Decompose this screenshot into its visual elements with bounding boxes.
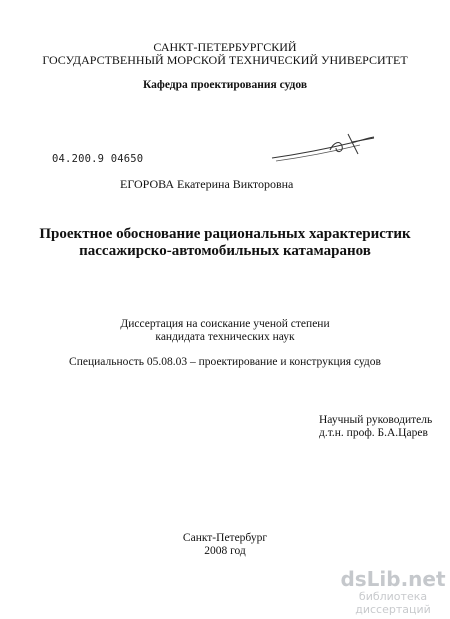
place-year [0, 532, 450, 558]
registry-code: 04.200.9 04650 [52, 153, 144, 165]
title-line-2: пассажирско-автомобильных катамаранов [79, 243, 371, 259]
degree-statement [0, 318, 450, 344]
watermark-subtitle: библиотека диссертаций [355, 590, 431, 616]
author-name: ЕГОРОВА Екатерина Викторовна [120, 177, 294, 191]
university-line-2: ГОСУДАРСТВЕННЫЙ МОРСКОЙ ТЕХНИЧЕСКИЙ УНИВЕРСИТЕТ [42, 53, 408, 67]
year: 2008 год [204, 545, 246, 557]
degree-line-1: Диссертация на соискание ученой степени [120, 318, 330, 330]
department-name: Кафедра проектирования судов [142, 79, 308, 91]
city: Санкт-Петербург [182, 532, 268, 544]
supervisor-label: Научный руководитель [319, 414, 433, 426]
supervisor-block [319, 414, 432, 440]
university-line-1: САНКТ-ПЕТЕРБУРГСКИЙ [153, 40, 297, 54]
signature [270, 128, 390, 168]
university-name [0, 41, 450, 67]
title-line-1: Проектное обоснование рациональных характеристик [39, 226, 411, 242]
specialty: Специальность 05.08.03 – проектирование и конструкция судов [69, 356, 381, 368]
dissertation-title [0, 226, 450, 260]
watermark [338, 568, 448, 616]
degree-line-2: кандидата технических наук [155, 331, 295, 343]
watermark-logo: dsLib.net [340, 567, 446, 591]
supervisor-name: д.т.н. проф. Б.А.Царев [319, 427, 428, 439]
